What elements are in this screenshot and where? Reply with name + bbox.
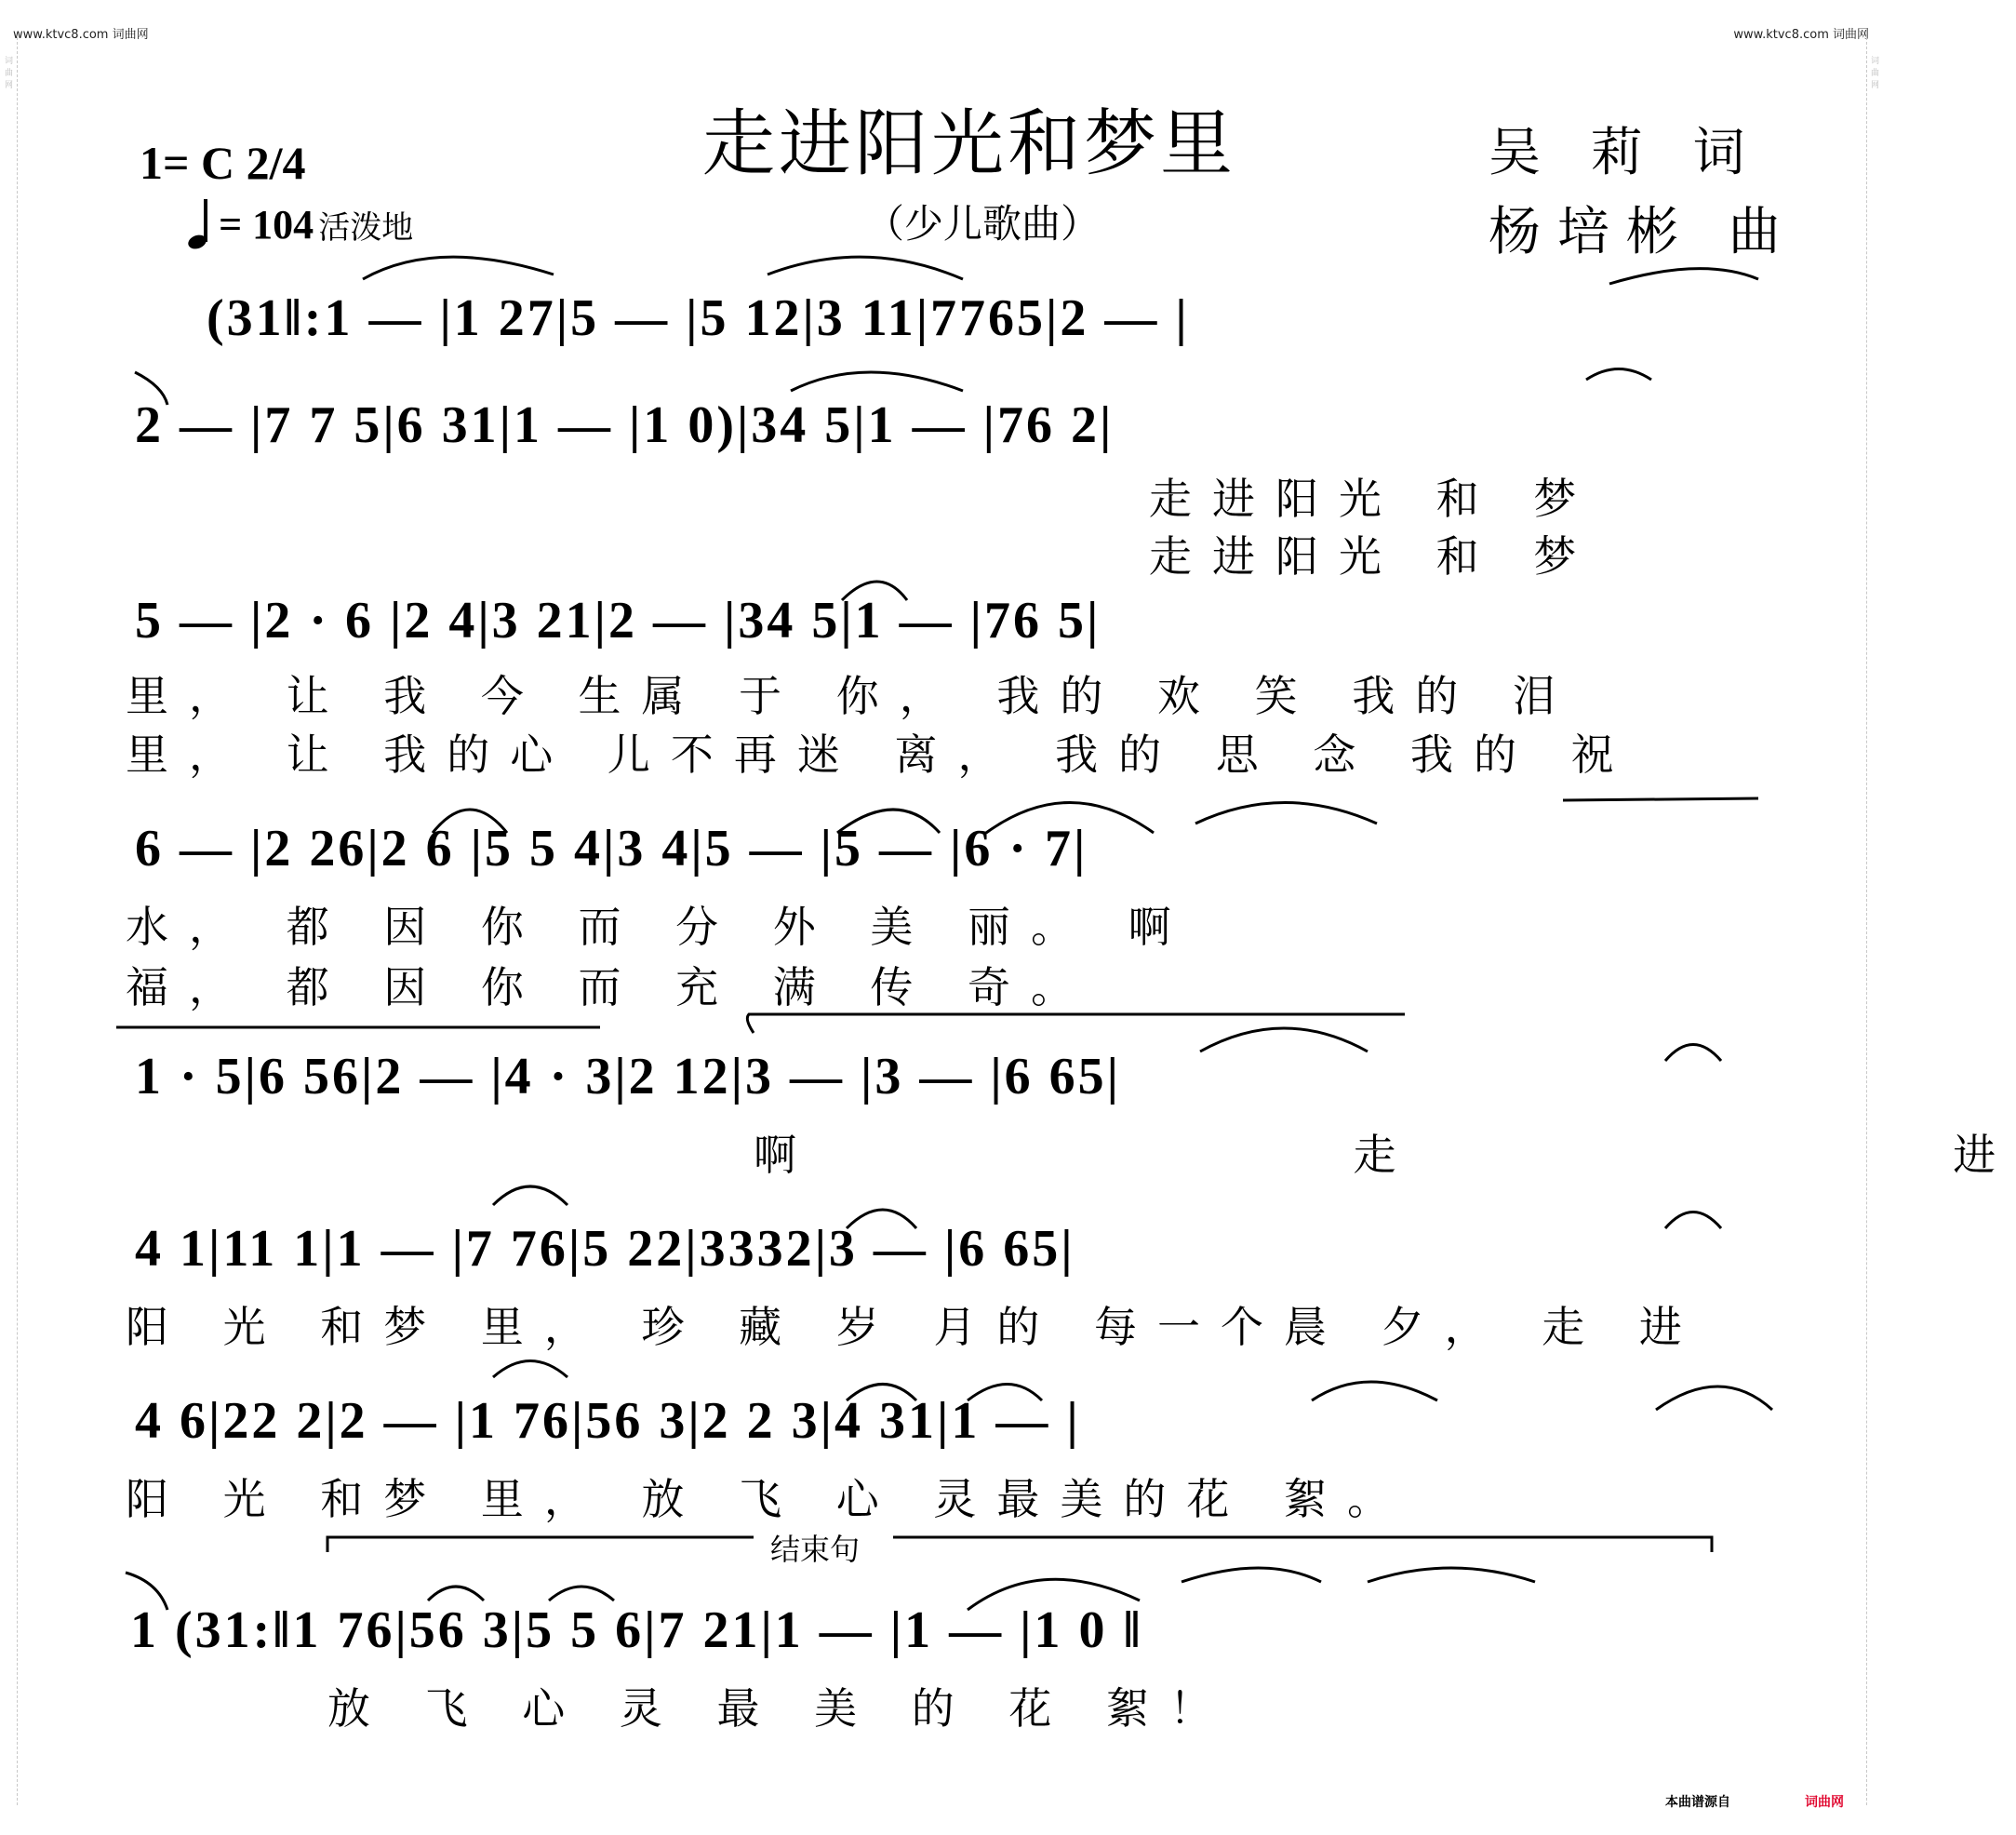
song-title: 走进阳光和梦里 xyxy=(702,102,1237,186)
score-line-8: 1 (31:‖1 76|56 3|5 5 6|7 21|1 — |1 — |1 0 ‖ xyxy=(130,1601,1143,1659)
score-line-1: (31‖:1 — |1 27|5 — |5 12|3 11|7765|2 — | xyxy=(207,289,1190,347)
lyricist-credit: 吴 莉 词 xyxy=(1489,123,1762,183)
footer-brand: 词曲网 xyxy=(1805,1795,1844,1810)
left-border xyxy=(17,37,33,1805)
composer-credit: 杨培彬 曲 xyxy=(1489,202,1797,262)
lyric-line-6a: 阳 光 和梦 里， 珍 藏 岁 月的 每一个晨 夕， 走 进 xyxy=(126,1302,1702,1352)
slur xyxy=(1182,1568,1321,1582)
lyric-line-2a: 走进阳光 和 梦 xyxy=(1149,474,1597,524)
tempo-marking xyxy=(186,195,413,251)
lyric-line-2b: 走进阳光 和 梦 xyxy=(1149,531,1597,582)
lyric-line-3a: 里， 让 我 今 生属 于 你， 我的 欢 笑 我的 泪 xyxy=(126,671,1576,721)
quarter-note-icon xyxy=(186,195,214,251)
slur xyxy=(1563,798,1758,800)
lyric-line-7a: 阳 光 和梦 里， 放 飞 心 灵最美的花 絮。 xyxy=(126,1474,1410,1524)
slur xyxy=(363,257,554,279)
score-line-5: 1 · 5|6 56|2 — |4 · 3|2 12|3 — |3 — |6 65| xyxy=(135,1048,1122,1105)
score-line-3: 5 — |2 · 6 |2 4|3 21|2 — |34 5|1 — |76 5| xyxy=(135,592,1101,650)
slur xyxy=(1665,1212,1721,1229)
score-line-7: 4 6|22 2|2 — |1 76|56 3|2 2 3|4 31|1 — | xyxy=(135,1392,1081,1450)
slur xyxy=(493,1361,567,1378)
bracket-line xyxy=(893,1537,1712,1552)
slur xyxy=(493,1186,567,1205)
slur xyxy=(549,1587,614,1601)
score-line-6: 4 1|11 1|1 — |7 76|5 22|3332|3 — |6 65| xyxy=(135,1220,1075,1278)
slur xyxy=(1195,803,1377,824)
lyric-line-4a: 水， 都 因 你 而 分 外 美 丽。 啊 xyxy=(126,902,1192,952)
song-subtitle: （少儿歌曲） xyxy=(865,201,1101,247)
key-signature: 1= C 2/4 xyxy=(140,137,306,189)
right-border xyxy=(1866,37,1882,1805)
footer-source: 本曲谱源自 xyxy=(1665,1795,1730,1810)
slur xyxy=(428,1587,484,1601)
slur xyxy=(1312,1382,1437,1400)
lyric-line-4b: 福， 都 因 你 而 充 满 传 奇。 xyxy=(126,962,1094,1012)
watermark-left: www.ktvc8.com 词曲网 xyxy=(13,28,149,42)
lyric-line-5a: 啊 走 进 xyxy=(754,1130,2016,1180)
side-watermark-left: 词曲网 xyxy=(3,56,12,92)
side-watermark-right: 词曲网 xyxy=(1869,56,1878,92)
lyric-line-3b: 里， 让 我的心 儿不再迷 离， 我的 思 念 我的 祝 xyxy=(126,730,1635,780)
slur xyxy=(1656,1386,1772,1410)
slur xyxy=(768,257,963,279)
slur xyxy=(747,1014,1405,1033)
slur xyxy=(1665,1045,1721,1062)
watermark-right: www.ktvc8.com 词曲网 xyxy=(1733,28,1869,42)
slur xyxy=(791,372,963,391)
bracket-line xyxy=(327,1537,754,1552)
lyric-line-8a: 放 飞 心 灵 最 美 的 花 絮！ xyxy=(327,1683,1233,1734)
tempo-word: 活泼地 xyxy=(318,209,414,247)
slur xyxy=(1586,369,1651,381)
score-line-2: 2 — |7 7 5|6 31|1 — |1 0)|34 5|1 — |76 2| xyxy=(135,396,1115,454)
slur xyxy=(1200,1028,1368,1051)
coda-label: 结束句 xyxy=(763,1526,867,1569)
tempo-value: = 104 xyxy=(219,202,314,248)
slur xyxy=(1368,1568,1535,1582)
slur xyxy=(1609,269,1758,284)
score-line-4: 6 — |2 26|2 6 |5 5 4|3 4|5 — |5 — |6 · 7| xyxy=(135,820,1088,877)
